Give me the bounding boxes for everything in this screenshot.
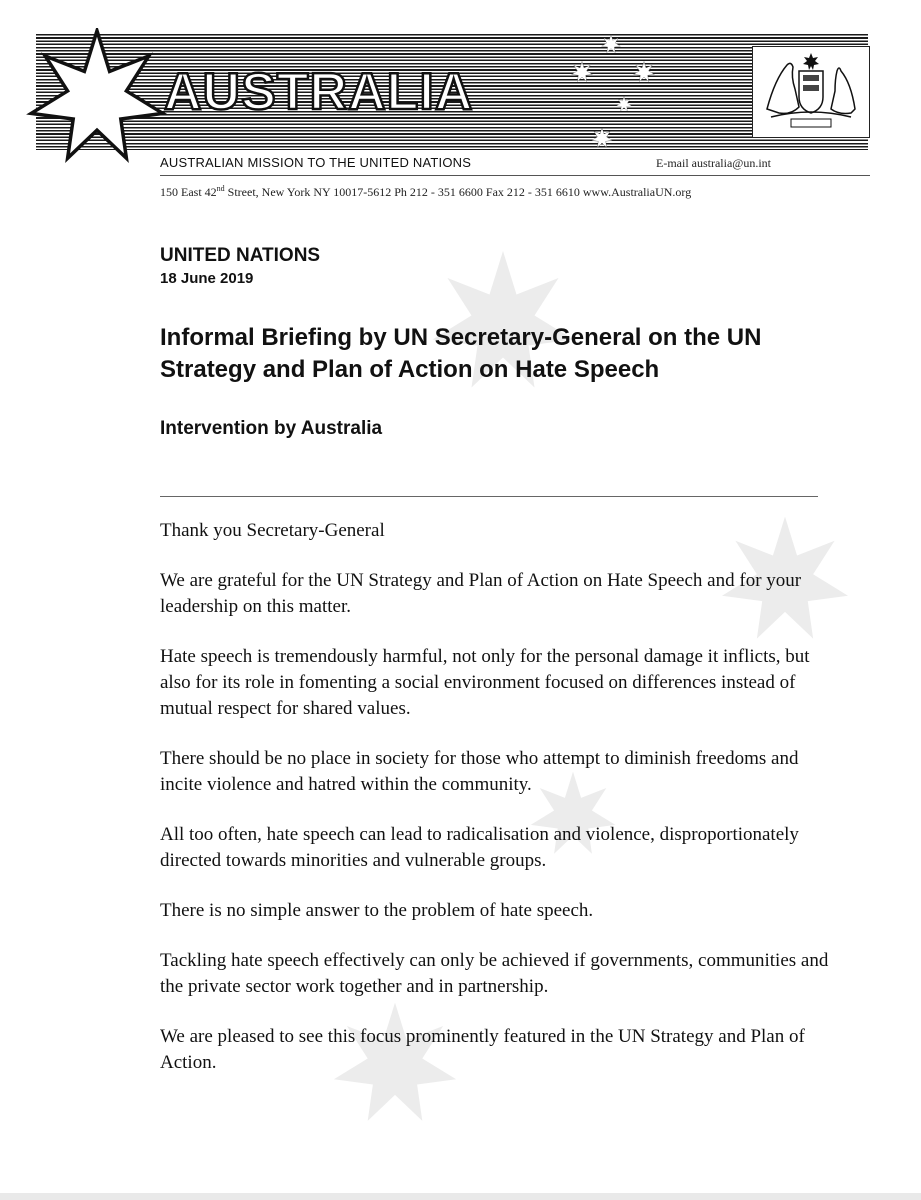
mission-name: AUSTRALIAN MISSION TO THE UNITED NATIONS	[160, 155, 472, 170]
paragraph: All too often, hate speech can lead to radicalisation and violence, disproportionately directed towards minorities and vulnerable groups.	[160, 824, 799, 871]
paragraph: We are pleased to see this focus prominently featured in the UN Strategy and Plan of Action.	[160, 1026, 805, 1073]
document-date: 18 June 2019	[160, 270, 254, 287]
coat-of-arms-logo	[752, 46, 870, 138]
address-ordinal: nd	[216, 184, 225, 193]
commonwealth-star-icon	[22, 28, 172, 168]
divider	[160, 496, 818, 497]
statement-body	[160, 518, 830, 1100]
paragraph: We are grateful for the UN Strategy and Plan of Action on Hate Speech and for your leadership on this matter.	[160, 570, 802, 617]
address-rest: Street, New York NY 10017-5612 Ph 212 - 351 6600 Fax 212 - 351 6610 www.AustraliaUN.org	[224, 185, 692, 199]
letterhead-banner	[36, 34, 868, 150]
mission-contact-line	[160, 155, 870, 176]
paragraph: There is no simple answer to the problem of hate speech.	[160, 900, 594, 921]
organization-heading: UNITED NATIONS	[160, 245, 321, 266]
document-title: Informal Briefing by UN Secretary-General on the UN Strategy and Plan of Action on Hate Speech	[160, 324, 762, 383]
address-street: 150 East 42	[160, 185, 217, 199]
paragraph: Tackling hate speech effectively can only be achieved if governments, communities and the private sector work together and in partnership.	[160, 950, 829, 997]
document-subtitle: Intervention by Australia	[160, 418, 383, 439]
mission-email: E-mail australia@un.int	[656, 156, 772, 170]
page-bottom-edge	[0, 1193, 921, 1200]
mission-address	[160, 184, 691, 200]
paragraph: Hate speech is tremendously harmful, not only for the personal damage it inflicts, but also for its role in fomenting a social environment focused on differences instead of mutual respect for shared values.	[160, 646, 810, 719]
southern-cross-icon	[526, 32, 666, 157]
country-wordmark: AUSTRALIA	[164, 63, 474, 121]
paragraph: There should be no place in society for those who attempt to diminish freedoms and incite violence and hatred within the community.	[160, 748, 799, 795]
paragraph: Thank you Secretary-General	[160, 520, 385, 541]
